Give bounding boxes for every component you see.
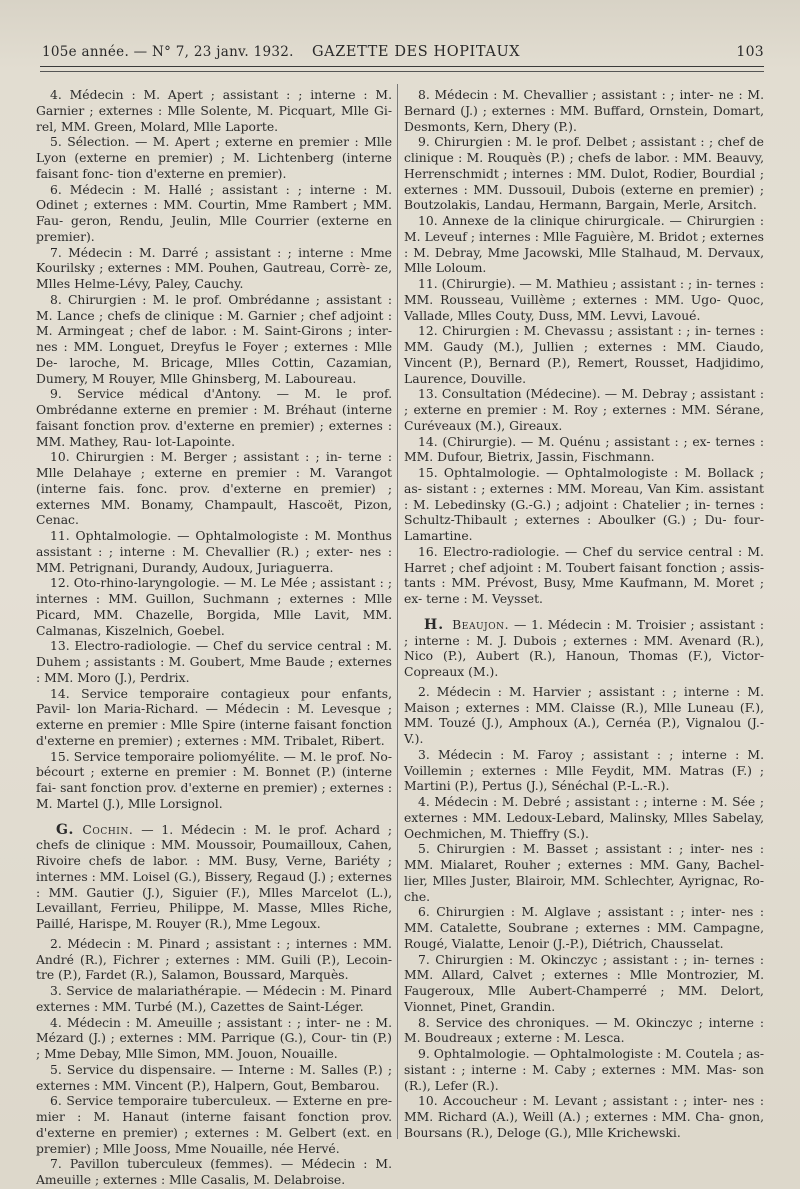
service-paragraph: 9. Service médical d'Antony. — M. le prof. Ombrédanne externe en premier : M. Bréhaut (interne faisant fonction prov. d'externe en premier) ; externes : MM. Mathey, Rau- lot-Lapointe. [36,387,392,449]
service-paragraph: 9. Chirurgien : M. le prof. Delbet ; assistant : ; chef de clinique : M. Rouquès (P.) ; chefs de labor. : MM. Beauvy, Herrenschmidt ; internes : MM. Dulot, Rodier, Bourdial ; externes : MM. Dussouil, Dubois (externe en premier) ; Boutzolakis, Landau, Hermann, Bargain, Merle, Arsitch. [404,135,764,213]
section-text: — 1. Médecin : M. le prof. Achard ; chefs de clinique : MM. Moussoir, Poumailloux, Cahen, Rivoire chefs de labor. : MM. Busy, Verne, Bariéty ; internes : MM. Loisel (G.), Bissery, Regaud (J.) ; externes : MM. Gautier (J.), Siguier (F.), Mlles Marcelot (L.), Levaillant, Ferrieu, Philippe, M. Masse, Mlles Riche, Paillé, Harispe, M. Rouyer (R.), Mme Legoux. [36,822,392,931]
service-paragraph: 7. Médecin : M. Darré ; assistant : ; interne : Mme Kourilsky ; externes : MM. Pouhen, Gautreau, Corrè- ze, Mlles Helme-Lévy, Paley, Cauchy. [36,245,392,291]
service-paragraph: 5. Service du dispensaire. — Interne : M. Salles (P.) ; externes : MM. Vincent (P.), Halpern, Gout, Bembarou. [36,1062,392,1093]
service-paragraph: 10. Annexe de la clinique chirurgicale. — Chirurgien : M. Leveuf ; internes : Mlle Faguière, M. Bridot ; externes : M. Debray, Mme Jacowski, Mlle Stalhaud, M. Dervaux, Mlle Loloum. [404,214,764,276]
service-paragraph: 2. Médecin : M. Harvier ; assistant : ; interne : M. Maison ; externes : MM. Claisse (R.), Mlle Luneau (F.), MM. Touzé (J.), Amphoux (A.), Cernéa (P.), Vignalou (J.- V.). [404,684,764,746]
issue-info: 105e année. — N° 7, 23 janv. 1932. [42,44,294,60]
service-paragraph: 4. Médecin : M. Debré ; assistant : ; interne : M. Sée ; externes : MM. Ledoux-Lebard, Malinsky, Mlles Sabelay, Oechmichen, M. Thieffry (S.). [404,795,764,841]
service-paragraph: 2. Médecin : M. Pinard ; assistant : ; internes : MM. André (R.), Fichrer ; externes : MM. Guili (P.), Lecoin- tre (P.), Fardet (R.), Salamon, Boussard, Marquès. [36,936,392,983]
service-paragraph: 15. Service temporaire poliomyélite. — M. le prof. No- bécourt ; externe en premier : M. Bonnet (P.) (interne fai- sant fonction prov. d'externe en premier) ; externes : M. Martel (J.), Mlle Lorsignol. [36,749,392,811]
service-paragraph: 3. Service de malariathérapie. — Médecin : M. Pinard externes : MM. Turbé (M.), Cazettes de Saint-Léger. [36,984,392,1014]
service-paragraph: 8. Chirurgien : M. le prof. Ombrédanne ; assistant : M. Lance ; chefs de clinique : M. Garnier ; chef adjoint : M. Armingeat ; chef de labor. : M. Saint-Girons ; inter- nes : MM. Longuet, Dreyfus le Foyer ; externes : Mlle De- laroche, M. Bricage, Mlles Cottin, Cazamian, Dumery, M Rouyer, Mlle Ghinsberg, M. Laboureau. [36,292,392,386]
page-number: 103 [736,44,764,60]
service-paragraph: 12. Chirurgien : M. Chevassu ; assistant : ; in- ternes : MM. Gaudy (M.), Jullien ; externes : MM. Ciaudo, Vincent (P.), Bernard (P.), Remert, Rousset, Hadjidimo, Laurence, Douville. [404,324,764,386]
hospital-name: Cochin. [82,822,134,837]
service-paragraph: 6. Chirurgien : M. Alglave ; assistant : ; inter- nes : MM. Catalette, Soubrane ; externes : MM. Campagne, Rougé, Vialatte, Lenoir (J.-P.), Diétrich, Chausselat. [404,905,764,951]
service-paragraph: 13. Consultation (Médecine). — M. Debray ; assistant : ; externe en premier : M. Roy ; externes : MM. Sérane, Curéveaux (M.), Gireaux. [404,387,764,433]
section-heading-paragraph [404,618,764,681]
column-divider [397,84,398,1139]
service-paragraph: 14. (Chirurgie). — M. Quénu ; assistant : ; ex- ternes : MM. Dufour, Bietrix, Jassin, Fischmann. [404,434,764,465]
service-paragraph: 10. Chirurgien : M. Berger ; assistant : ; in- terne : Mlle Delahaye ; externe en premier : M. Varangot (interne fais. fonc. prov. d'externe en premier) ; externes MM. Bonamy, Champault, Hascoët, Pizon, Cenac. [36,450,392,528]
service-paragraph: 4. Médecin : M. Apert ; assistant : ; interne : M. Garnier ; externes : Mlle Solente, M. Picquart, Mlle Gi- rel, MM. Green, Molard, Mlle Laporte. [36,88,392,134]
service-paragraph: 11. (Chirurgie). — M. Mathieu ; assistant : ; in- ternes : MM. Rousseau, Vuillème ; externes : MM. Ugo- Quoc, Vallade, Mlles Couty, Duss, MM. Levvi, Lavoué. [404,277,764,323]
page-header [42,44,764,64]
service-paragraph: 7. Pavillon tuberculeux (femmes). — Médecin : M. Ameuille ; externes : Mlle Casalis, M. Delabroise. [36,1157,392,1187]
journal-title: GAZETTE DES HOPITAUX [312,44,521,60]
service-paragraph: 16. Electro-radiologie. — Chef du service central : M. Harret ; chef adjoint : M. Toubert faisant fonction ; assis- tants : MM. Prévost, Busy, Mme Kaufmann, M. Moret ; ex- terne : M. Veysset. [404,544,764,606]
service-paragraph: 12. Oto-rhino-laryngologie. — M. Le Mée ; assistant : ; internes : MM. Guillon, Suchmann ; externes : Mlle Picard, MM. Chazelle, Borgida, Mlle Lavit, MM. Calmanas, Kiszelnich, Goebel. [36,576,392,638]
service-paragraph: 14. Service temporaire contagieux pour enfants, Pavil- lon Maria-Richard. — Médecin : M. Levesque ; externe en premier : Mlle Spire (interne faisant fonction d'externe en premier) ; externes : MM. Tribalet, Ribert. [36,686,392,748]
service-paragraph: 11. Ophtalmologie. — Ophtalmologiste : M. Monthus assistant : ; interne : M. Chevallier (R.) ; exter- nes : MM. Petrignani, Durandy, Audoux, Juriaguerra. [36,529,392,575]
service-paragraph: 10. Accoucheur : M. Levant ; assistant : ; inter- nes : MM. Richard (A.), Weill (A.) ; externes : MM. Cha- gnon, Boursans (R.), Deloge (G.), Mlle Krichewski. [404,1094,764,1140]
right-column [404,88,764,1142]
section-text: — 1. Médecin : M. Troisier ; assistant : ; interne : M. J. Dubois ; externes : MM. Avenard (R.), Nico (P.), Aubert (R.), Hanoun, Thomas (F.), Victor- Copreaux (M.). [404,617,764,679]
service-paragraph: 6. Service temporaire tuberculeux. — Externe en pre- mier : M. Hanaut (interne faisant fonction prov. d'externe en premier) ; externes : M. Gelbert (ext. en premier) ; Mlle Jooss, Mme Nouaille, née Hervé. [36,1094,392,1156]
service-paragraph: 15. Ophtalmologie. — Ophtalmologiste : M. Bollack ; as- sistant : ; externes : MM. Moreau, Van Kim. assistant : M. Lebedinsky (G.-G.) ; adjoint : Chatelier ; in- ternes : Schultz-Thibault ; externes : Aboulker (G.) ; Du- four-Lamartine. [404,466,764,543]
hospital-name: Beaujon. [452,617,510,632]
service-paragraph: 7. Chirurgien : M. Okinczyc ; assistant : ; in- ternes : MM. Allard, Calvet ; externes : Mlle Montrozier, M. Faugeroux, Mlle Aubert-Champerré ; MM. Delort, Vionnet, Pinet, Grandin. [404,952,764,1014]
section-heading-paragraph [36,823,392,933]
service-paragraph: 9. Ophtalmologie. — Ophtalmologiste : M. Coutela ; as- sistant : ; interne : M. Caby ; externes : MM. Mas- son (R.), Lefer (R.). [404,1047,764,1093]
service-paragraph: 4. Médecin : M. Ameuille ; assistant : ; inter- ne : M. Mézard (J.) ; externes : MM. Parrique (G.), Cour- tin (P.) ; Mme Debay, Mlle Simon, MM. Jouon, Nouaille. [36,1015,392,1061]
service-paragraph: 13. Electro-radiologie. — Chef du service central : M. Duhem ; assistants : M. Goubert, Mme Baude ; externes : MM. Moro (J.), Perdrix. [36,639,392,685]
service-paragraph: 5. Chirurgien : M. Basset ; assistant : ; inter- nes : MM. Mialaret, Rouher ; externes : MM. Gany, Bachel- lier, Mlles Juster, Blairoir, MM. Schlechter, Ayrignac, Ro- che. [404,842,764,904]
header-rule-thin [40,71,764,72]
service-paragraph: 5. Sélection. — M. Apert ; externe en premier : Mlle Lyon (externe en premier) ; M. Lichtenberg (interne faisant fonc- tion d'externe en premier). [36,135,392,181]
service-paragraph: 8. Service des chroniques. — M. Okinczyc ; interne : M. Boudreaux ; externe : M. Lesca. [404,1015,764,1046]
left-column [36,88,392,1189]
section-letter: G. [56,821,75,838]
service-paragraph: 8. Médecin : M. Chevallier ; assistant : ; inter- ne : M. Bernard (J.) ; externes : MM. Buffard, Ornstein, Domart, Desmonts, Kern, Dhery (P.). [404,88,764,134]
section-letter: H. [424,616,445,633]
service-paragraph: 6. Médecin : M. Hallé ; assistant : ; interne : M. Odinet ; externes : MM. Courtin, Mme Rambert ; MM. Fau- geron, Rendu, Jeulin, Mlle Courrier (externe en premier). [36,182,392,244]
header-rule-thick [40,66,764,67]
service-paragraph: 3. Médecin : M. Faroy ; assistant : ; interne : M. Voillemin ; externes : Mlle Feydit, MM. Matras (F.) ; Martini (P.), Pertus (J.), Sénéchal (P.-L.-R.). [404,747,764,794]
